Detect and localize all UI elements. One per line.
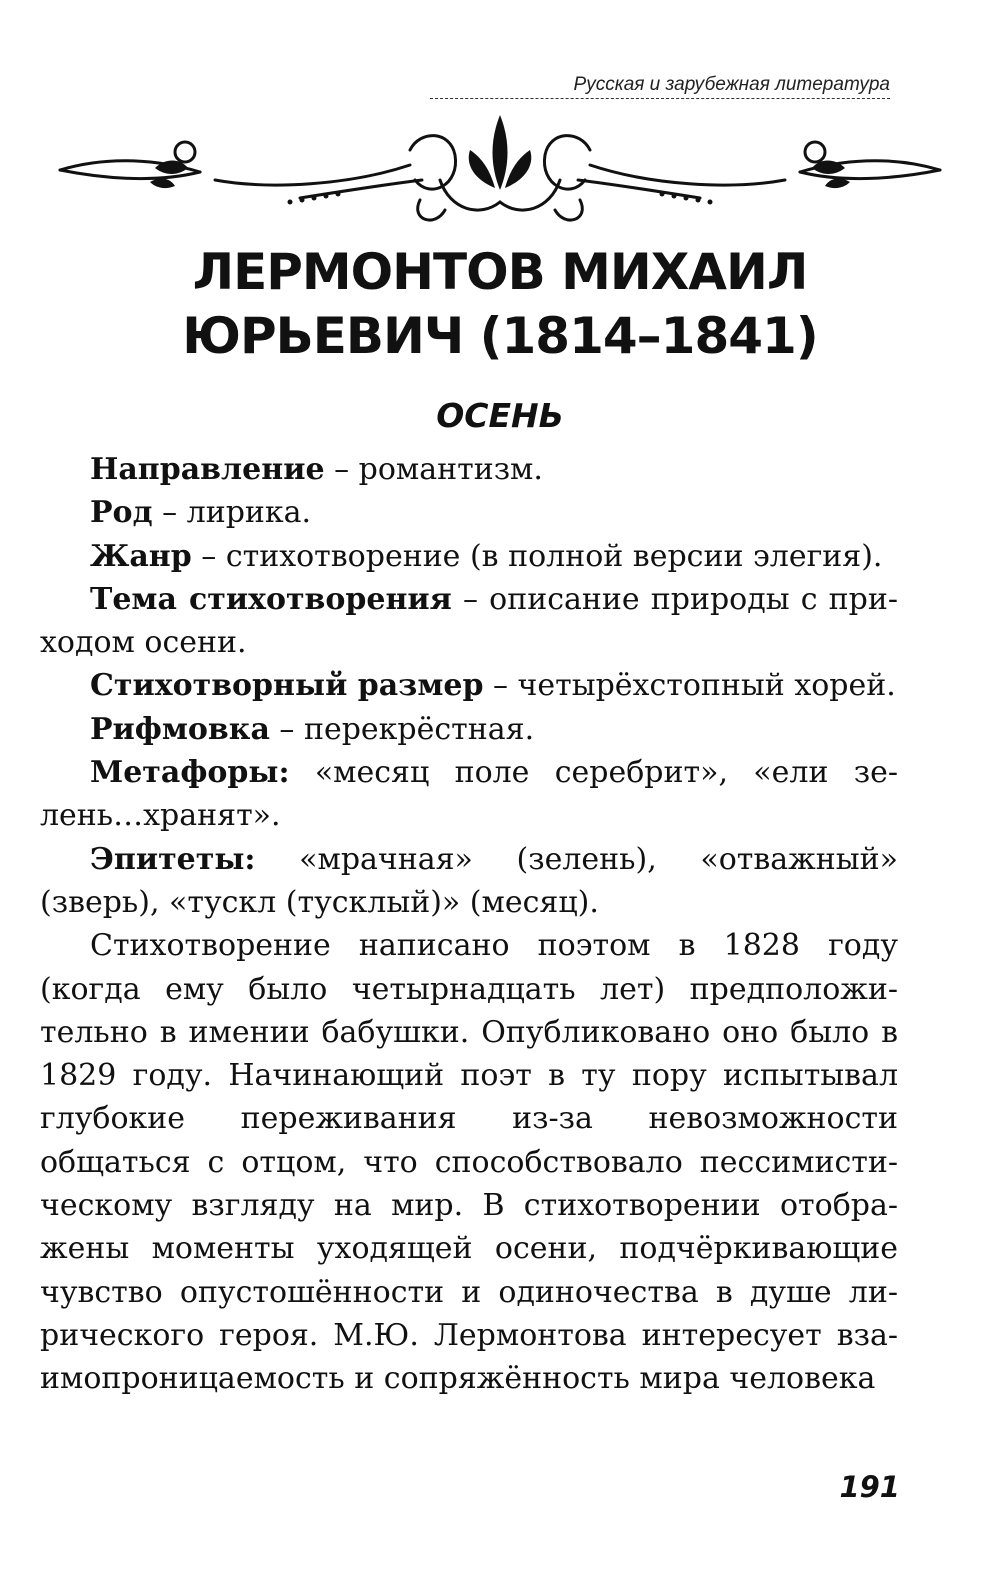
fact-paragraph — [40, 838, 898, 925]
main-paragraph: Стихотворение написано поэтом в 1828 году (когда ему было четырнадцать лет) предположительно в имении бабушки. Опубликовано оно было в 1829 году. Начинающий поэт в ту пору испытывал глубокие переживания из-за невозможности общаться с отцом, что способствовало пессимистическому взгляду на мир. В стихотворении отображены моменты уходящей осени, подчёркивающие чувство опустошённости и одиночества в душе лирического героя. М.Ю. Лермонтова интересует взаимопроницаемость и сопряжённость мира человека — [40, 928, 898, 1397]
fact-value: четырёхстопный хорей. — [517, 668, 896, 704]
fact-value: «мрачная» (зелень), «отважный» (зверь), «тускл (тусклый)» (месяц). — [40, 841, 898, 920]
fact-paragraph: Рифмовка – перекрёстная. — [90, 711, 535, 747]
fact-term: Тема стихотворения — [90, 581, 452, 617]
fact-term: Стихотворный размер — [90, 668, 484, 704]
fact-paragraph: Жанр – стихотворение (в полной версии элегия). — [90, 538, 883, 574]
fact-paragraph — [40, 751, 898, 838]
floral-ornament-icon — [50, 110, 950, 240]
fact-value: лирика. — [186, 495, 312, 531]
title-line-2: ЮРЬЕВИЧ (1814–1841) — [182, 307, 818, 365]
fact-value: описание природы с приходом осени. — [40, 581, 898, 661]
fact-term: Направление — [90, 452, 325, 487]
fact-term: Эпитеты: — [90, 841, 256, 877]
fact-value: перекрёстная. — [303, 711, 535, 747]
fact-paragraph: Стихотворный размер – четырёхстопный хорей. — [90, 668, 896, 704]
body-text — [40, 448, 898, 1401]
page-number: 191 — [839, 1470, 900, 1504]
poem-title: ОСЕНЬ — [436, 396, 564, 435]
fact-paragraph: Тема стихотворения – описание природы с приходом осени. — [40, 581, 898, 661]
fact-term: Род — [90, 495, 153, 531]
fact-term: Рифмовка — [90, 711, 270, 747]
fact-paragraph: Направление – романтизм. — [90, 452, 543, 487]
fact-value: «месяц поле серебрит», «ели зелень…хранят». — [40, 755, 898, 834]
title-line-1: ЛЕРМОНТОВ МИХАИЛ — [192, 243, 808, 301]
fact-term: Метафоры: — [90, 755, 290, 791]
page-title — [0, 240, 1000, 368]
fact-term: Жанр — [90, 538, 192, 574]
fact-paragraph: Род – лирика. — [90, 495, 312, 531]
running-head: Русская и зарубежная литература — [430, 74, 890, 99]
fact-value: романтизм. — [358, 452, 543, 487]
fact-value: стихотворение (в полной версии элегия). — [225, 538, 883, 574]
